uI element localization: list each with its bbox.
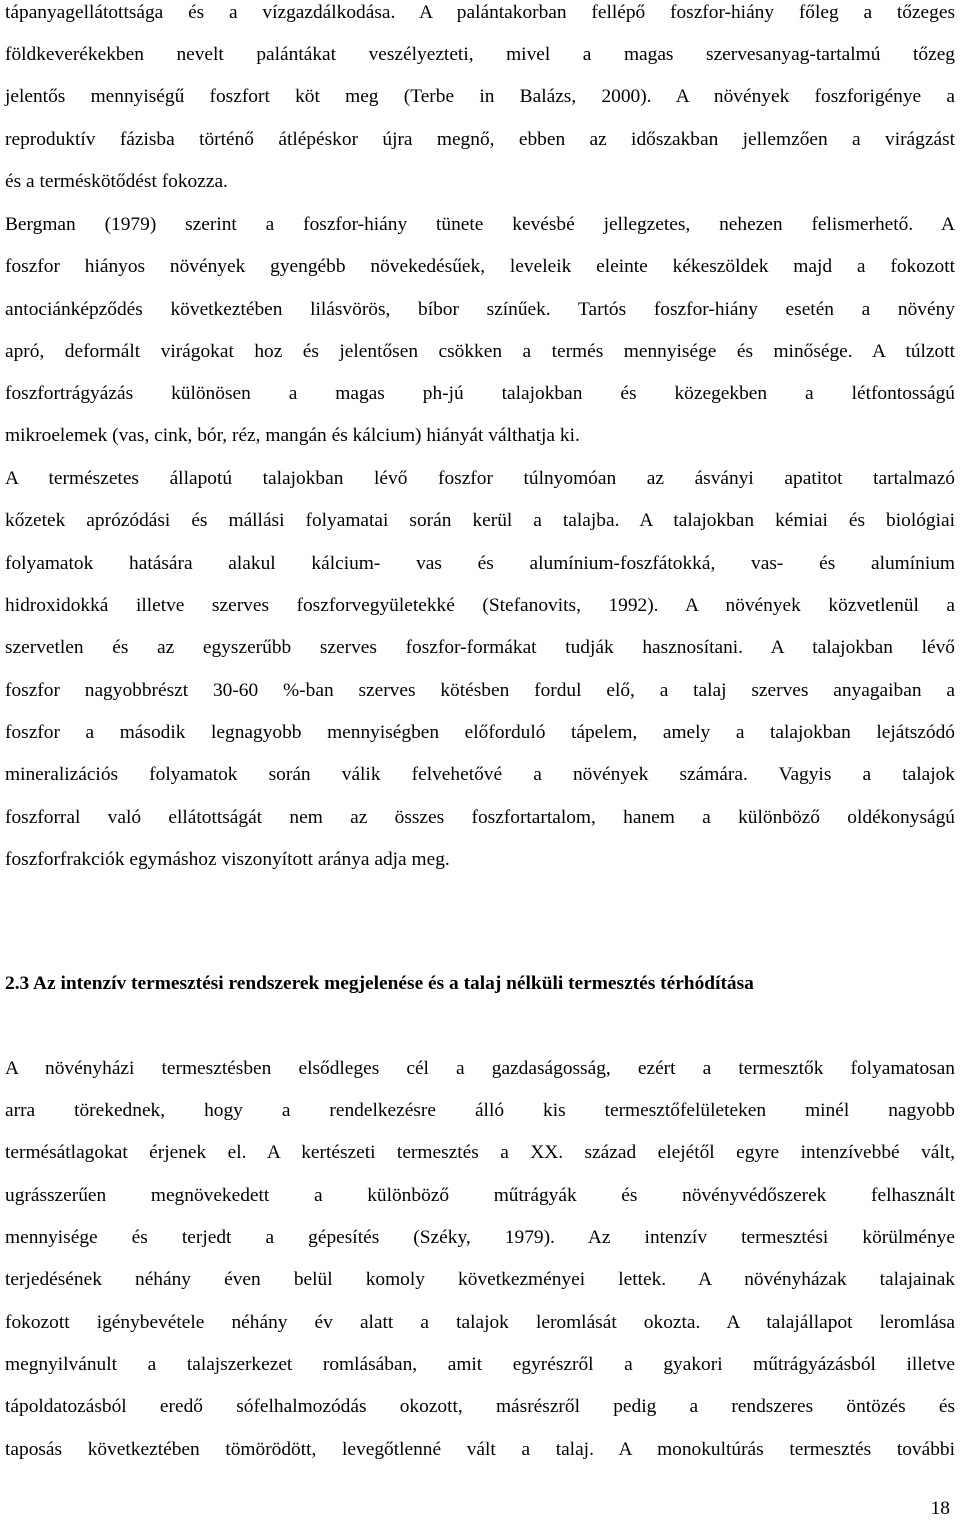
text-line: terjedésének néhány éven belül komoly következményei lettek. A növényházak talajainak — [5, 1269, 955, 1290]
text-line: termésátlagokat érjenek el. A kertészeti termesztés a XX. század elejétől egyre intenzívebbé vált, — [5, 1142, 955, 1163]
text-line: A növényházi termesztésben elsődleges cél a gazdaságosság, ezért a termesztők folyamatosan — [5, 1058, 955, 1079]
text-line: fokozott igénybevétele néhány év alatt a talajok leromlását okozta. A talajállapot leromlása — [5, 1312, 955, 1333]
text-line: taposás következtében tömörödött, levegőtlenné vált a talaj. A monokultúrás termesztés további — [5, 1439, 955, 1460]
text-line: folyamatok hatására alakul kálcium- vas és alumínium-foszfátokká, vas- és alumínium — [5, 553, 955, 574]
text-line: foszforfrakciók egymáshoz viszonyított aránya adja meg. — [5, 849, 450, 870]
text-line: kőzetek aprózódási és mállási folyamatai során kerül a talajba. A talajokban kémiai és biológiai — [5, 510, 955, 531]
text-line: és a terméskötődést fokozza. — [5, 171, 228, 192]
text-line: mineralizációs folyamatok során válik felvehetővé a növények számára. Vagyis a talajok — [5, 764, 955, 785]
text-line: arra törekednek, hogy a rendelkezésre álló kis termesztőfelületeken minél nagyobb — [5, 1100, 955, 1121]
text-line: mikroelemek (vas, cink, bór, réz, mangán és kálcium) hiányát válthatja ki. — [5, 425, 580, 446]
text-line: jelentős mennyiségű foszfort köt meg (Terbe in Balázs, 2000). A növények foszforigénye a — [5, 86, 955, 107]
text-line: tápanyagellátottsága és a vízgazdálkodása. A palántakorban fellépő foszfor-hiány főleg a tőzeges — [5, 2, 955, 23]
text-line: apró, deformált virágokat hoz és jelentősen csökken a termés mennyisége és minősége. A túlzott — [5, 341, 955, 362]
text-line: hidroxidokká illetve szerves foszforvegyületekké (Stefanovits, 1992). A növények közvetlenül a — [5, 595, 955, 616]
text-line: foszfor a második legnagyobb mennyiségben előforduló tápelem, amely a talajokban lejátszódó — [5, 722, 955, 743]
text-line: ugrásszerűen megnövekedett a különböző műtrágyák és növényvédőszerek felhasznált — [5, 1185, 955, 1206]
text-line: tápoldatozásból eredő sófelhalmozódás okozott, másrészről pedig a rendszeres öntözés és — [5, 1396, 955, 1417]
text-line: A természetes állapotú talajokban lévő foszfor túlnyomóan az ásványi apatitot tartalmazó — [5, 468, 955, 489]
page-number: 18 — [930, 1498, 950, 1519]
text-line: szervetlen és az egyszerűbb szerves foszfor-formákat tudják hasznosítani. A talajokban lévő — [5, 637, 955, 658]
text-line: Bergman (1979) szerint a foszfor-hiány tünete kevésbé jellegzetes, nehezen felismerhető. A — [5, 214, 955, 235]
text-line: antociánképződés következtében lilásvörös, bíbor színűek. Tartós foszfor-hiány esetén a növény — [5, 299, 955, 320]
text-line: foszfor hiányos növények gyengébb növekedésűek, leveleik eleinte kékeszöldek majd a fokozott — [5, 256, 955, 277]
text-line: foszfortrágyázás különösen a magas ph-jú talajokban és közegekben a létfontosságú — [5, 383, 955, 404]
text-line: foszforral való ellátottságát nem az összes foszfortartalom, hanem a különböző oldékonyságú — [5, 807, 955, 828]
text-line: reproduktív fázisba történő átlépéskor újra megnő, ebben az időszakban jellemzően a virágzást — [5, 129, 955, 150]
text-line: földkeverékekben nevelt palántákat veszélyezteti, mivel a magas szervesanyag-tartalmú tőzeg — [5, 44, 955, 65]
text-line: mennyisége és terjedt a gépesítés (Széky, 1979). Az intenzív termesztési körülménye — [5, 1227, 955, 1248]
text-line: megnyilvánult a talajszerkezet romlásában, amit egyrészről a gyakori műtrágyázásból illetve — [5, 1354, 955, 1375]
section-heading: 2.3 Az intenzív termesztési rendszerek megjelenése és a talaj nélküli termesztés térhódítása — [5, 973, 754, 994]
text-line: foszfor nagyobbrészt 30-60 %-ban szerves kötésben fordul elő, a talaj szerves anyagaiban a — [5, 680, 955, 701]
